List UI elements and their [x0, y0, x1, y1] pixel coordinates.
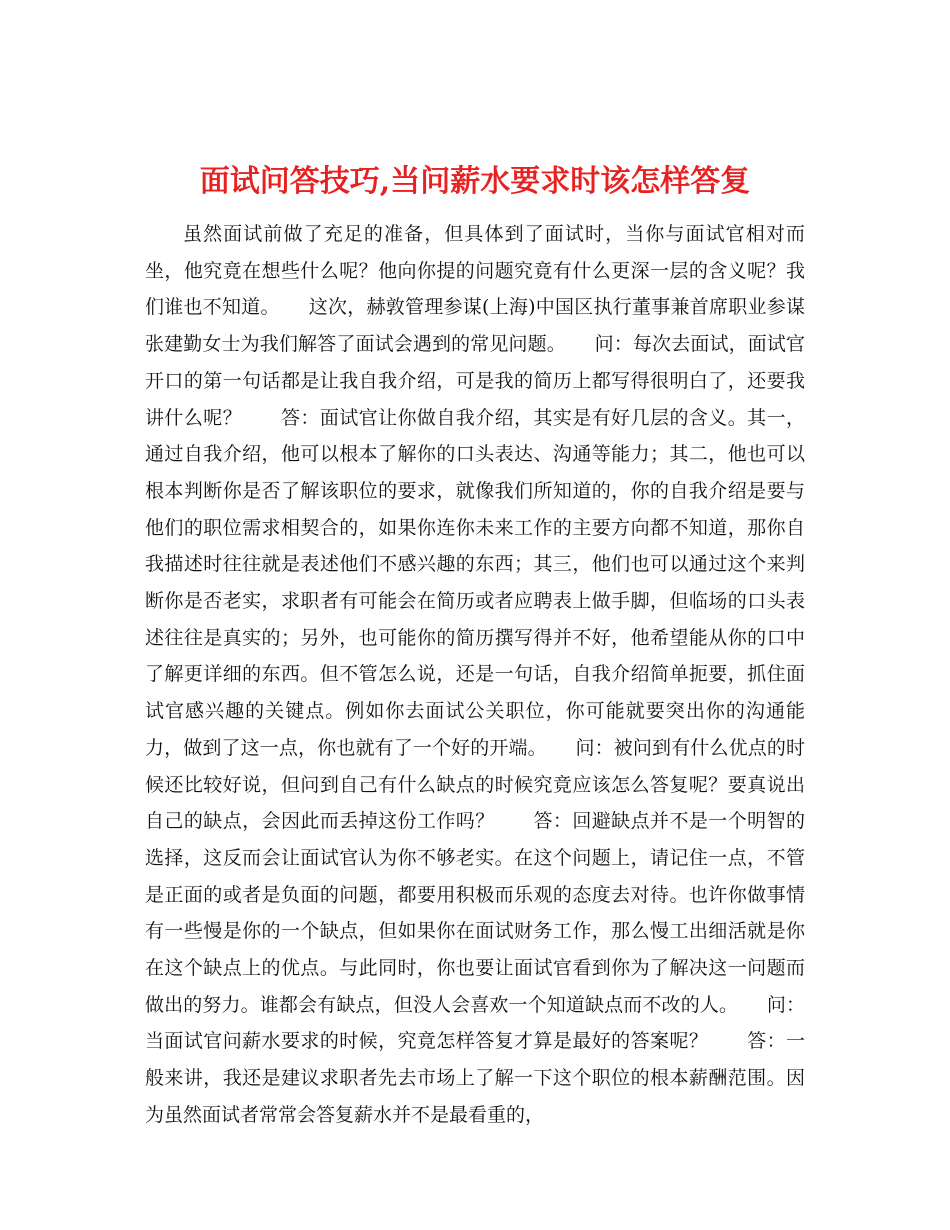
document-title: 面试问答技巧,当问薪水要求时该怎样答复: [199, 164, 751, 200]
body-paragraph: 虽然面试前做了充足的准备，但具体到了面试时，当你与面试官相对而坐，他究竟在想些什么呢？他向你提的问题究竟有什么更深一层的含义呢？我们谁也不知道。 这次，赫敦管理参谋(上海)中国区执行董事兼首席职业参谋张建勤女士为我们解答了面试会遇到的常见问题。 问：每次去面试，面试官开口的第一句话都是让我自我介绍，可是我的简历上都写得很明白了，还要我讲什么呢？ 答：面试官让你做自我介绍，其实是有好几层的含义。其一，通过自我介绍，他可以根本了解你的口头表达、沟通等能力；其二，他也可以根本判断你是否了解该职位的要求，就像我们所知道的，你的自我介绍是要与他们的职位需求相契合的，如果你连你未来工作的主要方向都不知道，那你自我描述时往往就是表述他们不感兴趣的东西；其三，他们也可以通过这个来判断你是否老实，求职者有可能会在简历或者应聘表上做手脚，但临场的口头表述往往是真实的；另外，也可能你的简历撰写得并不好，他希望能从你的口中了解更详细的东西。但不管怎么说，还是一句话，自我介绍简单扼要，抓住面试官感兴趣的关键点。例如你去面试公关职位，你可能就要突出你的沟通能力，做到了这一点，你也就有了一个好的开端。 问：被问到有什么优点的时候还比较好说，但问到自己有什么缺点的时候究竟应该怎么答复呢？要真说出自己的缺点，会因此而丢掉这份工作吗？ 答：回避缺点并不是一个明智的选择，这反而会让面试官认为你不够老实。在这个问题上，请记住一点，不管是正面的或者是负面的问题，都要用积极而乐观的态度去对待。也许你做事情有一些慢是你的一个缺点，但如果你在面试财务工作，那么慢工出细活就是你在这个缺点上的优点。与此同时，你也要让面试官看到你为了解决这一问题而做出的努力。谁都会有缺点，但没人会喜欢一个知道缺点而不改的人。 问：当面试官问薪水要求的时候，究竟怎样答复才算是最好的答案呢？ 答：一般来讲，我还是建议求职者先去市场上了解一下这个职位的根本薪酬范围。因为虽然面试者常常会答复薪水并不是最看重的，: [145, 223, 805, 1126]
